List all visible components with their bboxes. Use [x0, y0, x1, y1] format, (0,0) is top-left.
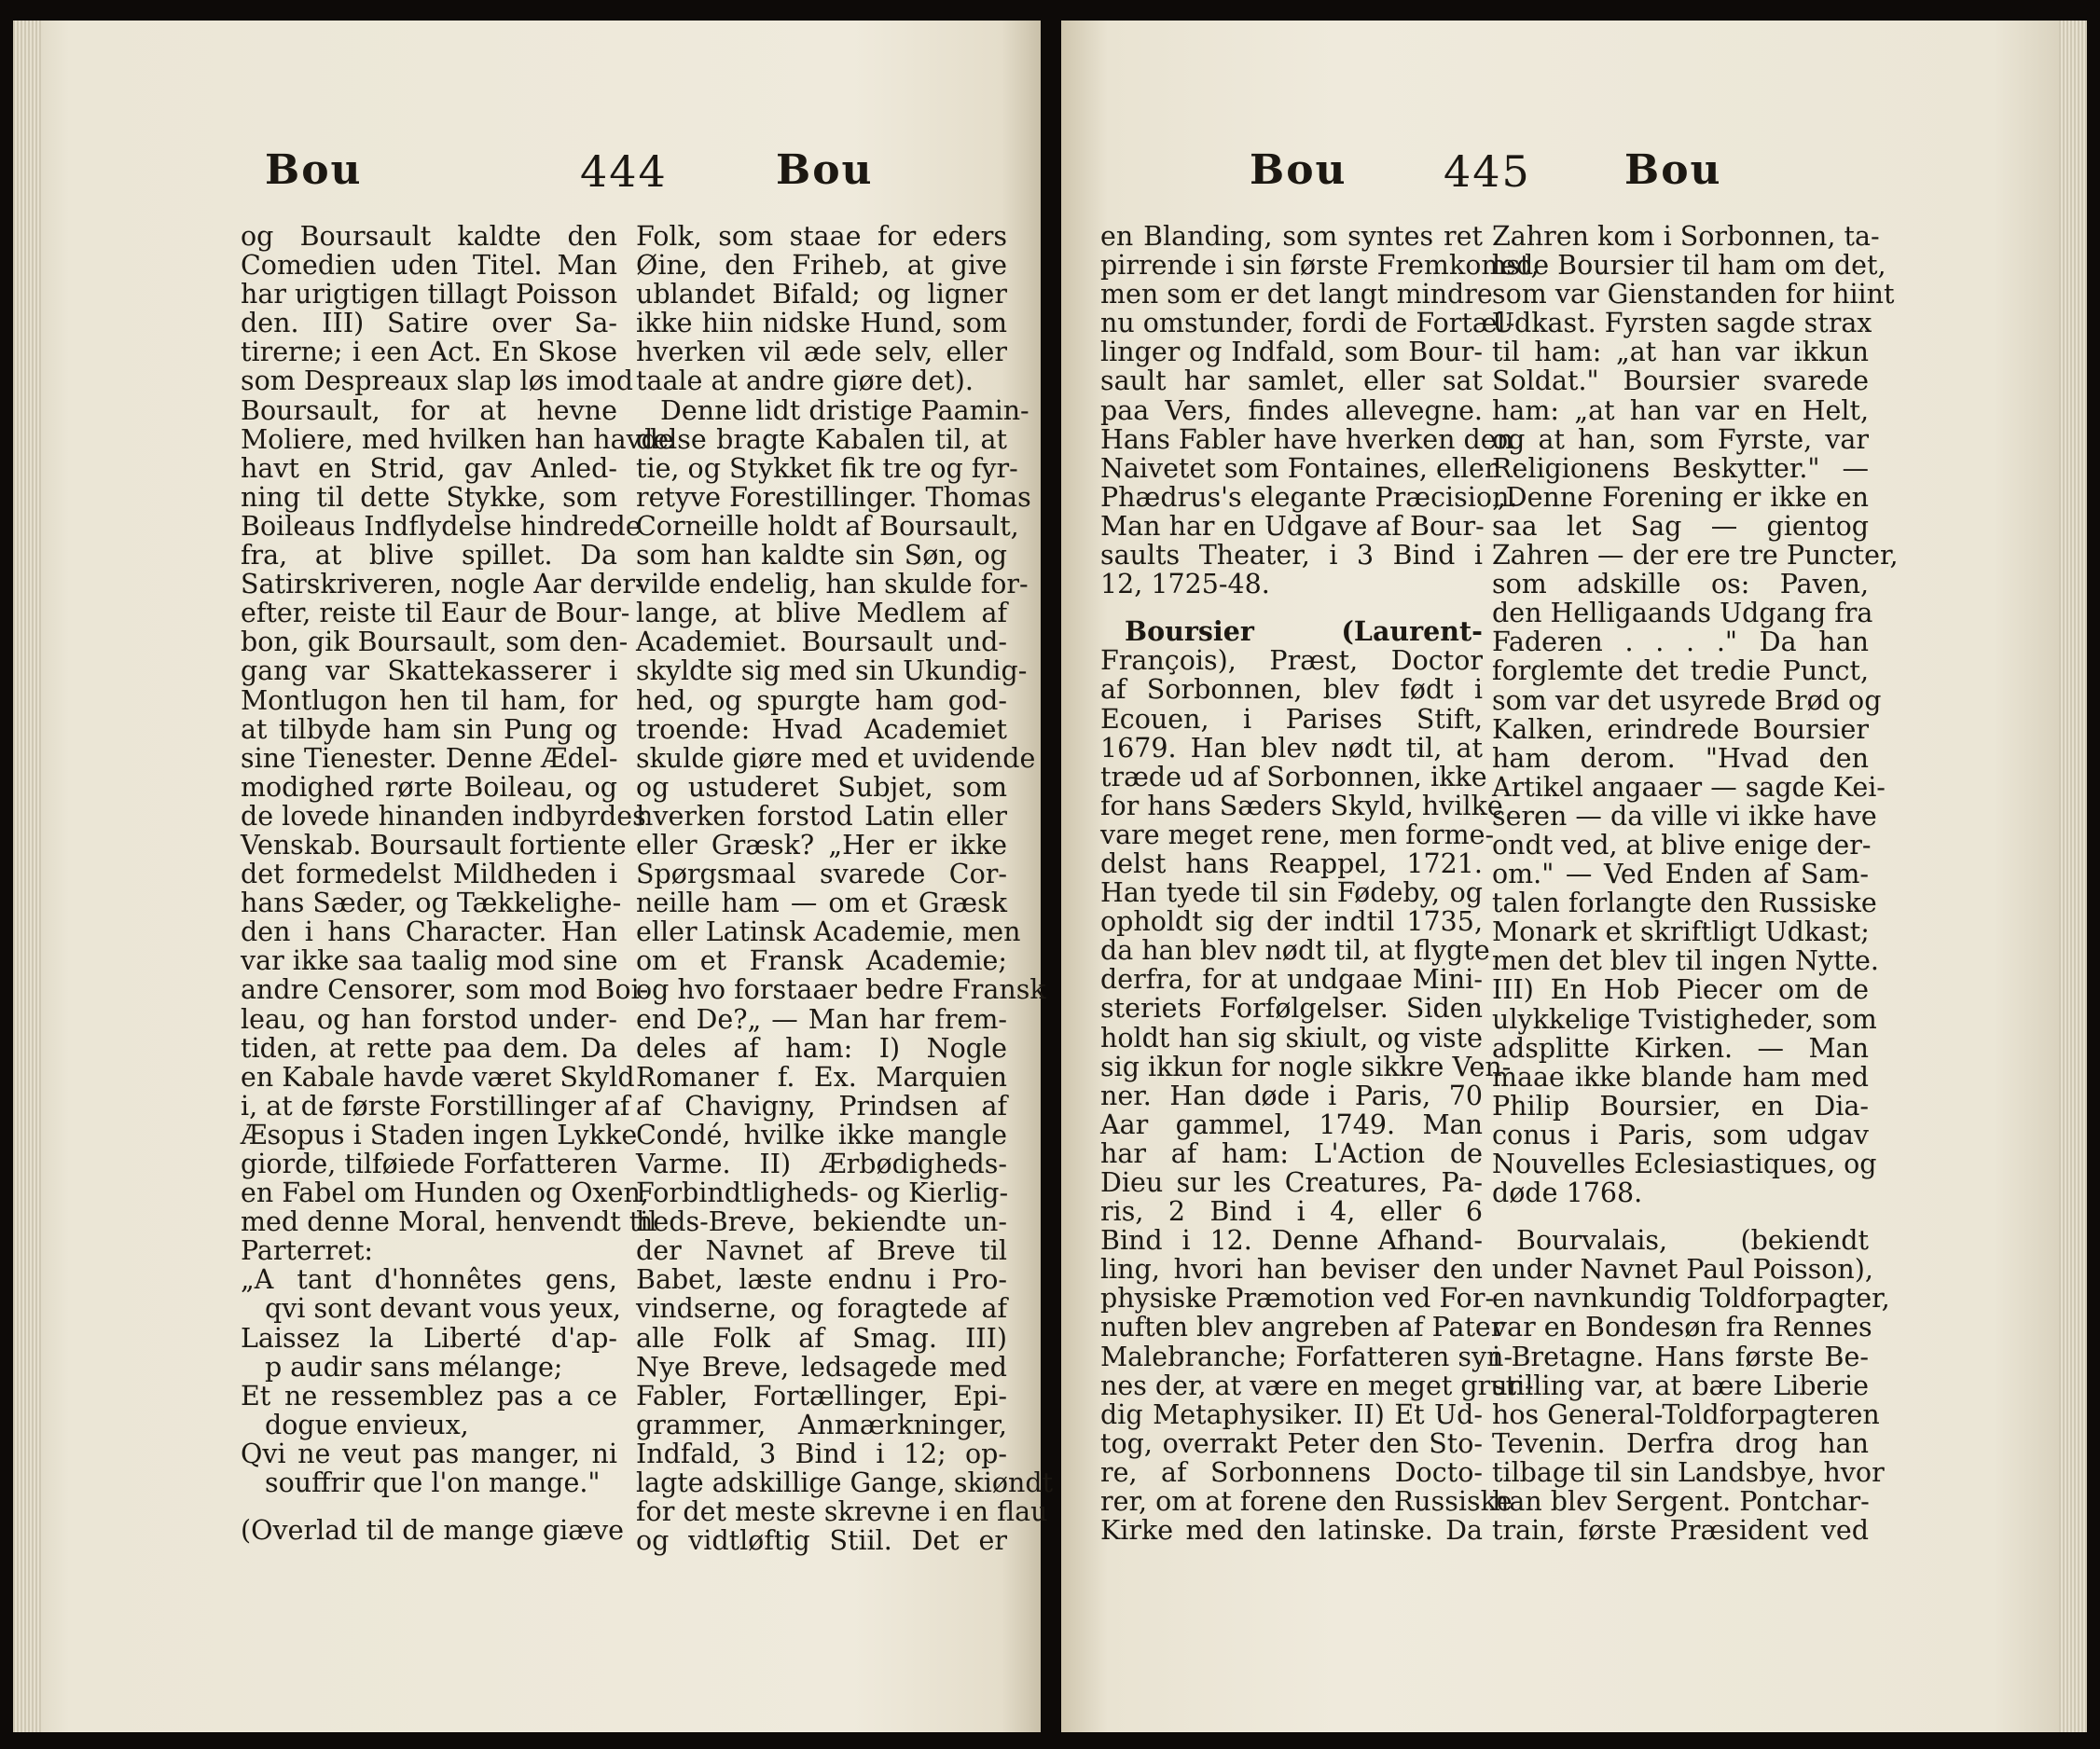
- text-line: og at han, som Fyrste, var: [1492, 423, 1869, 455]
- text-line: en Blanding, som syntes ret: [1100, 221, 1483, 252]
- text-line: Spørgsmaal svarede Cor-: [636, 859, 1007, 890]
- text-line: skulde giøre med et uvidende: [636, 742, 1036, 774]
- text-line: ling, hvori han beviser den: [1100, 1254, 1483, 1286]
- text-line: for det meste skrevne i en flau: [636, 1496, 1048, 1528]
- text-line: train, første Præsident ved: [1492, 1515, 1869, 1547]
- text-line: 1679. Han blev nødt til, at: [1100, 732, 1483, 764]
- text-line: vindserne, og foragtede af: [636, 1293, 1007, 1325]
- text-line: „Denne Forening er ikke en: [1492, 481, 1869, 513]
- text-line: om et Fransk Academie;: [636, 945, 1007, 977]
- text-line: François), Præst, Doctor: [1100, 645, 1483, 677]
- text-line: Udkast. Fyrsten sagde strax: [1492, 308, 1872, 339]
- left-column-2: [636, 221, 1054, 1557]
- text-line: tilbage til sin Landsbye, hvor: [1492, 1456, 1885, 1488]
- text-line: og vidtløftig Stiil. Det er: [636, 1525, 1007, 1557]
- text-line: giorde, tilføiede Forfatteren: [241, 1149, 618, 1179]
- left-header-right: Bou: [776, 146, 874, 194]
- left-column-1: [241, 221, 674, 1547]
- text-line: Naivetet som Fontaines, eller: [1100, 452, 1498, 484]
- text-line: deles af ham: I) Nogle: [636, 1032, 1007, 1064]
- text-line: træde ud af Sorbonnen, ikke: [1100, 761, 1487, 792]
- text-line: Man har en Udgave af Bour-: [1100, 510, 1485, 542]
- text-line: Øine, den Friheb, at give: [636, 250, 1007, 282]
- text-line: de lovede hinanden indbyrdes: [241, 800, 646, 832]
- text-line: Dieu sur les Creatures, Pa-: [1100, 1167, 1483, 1198]
- text-line: saults Theater, i 3 Bind i: [1100, 540, 1483, 572]
- text-line: talen forlangte den Russiske: [1492, 888, 1877, 919]
- left-page: [13, 21, 1054, 1732]
- text-line: steriets Forfølgelser. Siden: [1100, 993, 1483, 1025]
- text-line: Soldat." Boursier svarede: [1492, 365, 1869, 397]
- text-line: leau, og han forstod under-: [241, 1003, 617, 1035]
- text-line: som adskille os: Paven,: [1492, 569, 1869, 600]
- text-line: tie, og Stykket fik tre og fyr-: [636, 452, 1018, 484]
- text-line: lede Boursier til ham om det,: [1492, 250, 1886, 282]
- text-line: om." — Ved Enden af Sam-: [1492, 859, 1869, 890]
- text-line: ham derom. "Hvad den: [1492, 742, 1869, 774]
- text-line: Hans Fabler have hverken den: [1100, 423, 1513, 455]
- text-line: hans Sæder, og Tækkelighe-: [241, 888, 622, 919]
- text-line: ner. Han døde i Paris, 70: [1100, 1080, 1483, 1111]
- text-line: har urigtigen tillagt Poisson: [241, 279, 618, 310]
- verse-line: „A tant d'honnêtes gens,: [241, 1264, 617, 1296]
- text-line: af Sorbonnen, blev født i: [1100, 674, 1483, 706]
- text-line: at tilbyde ham sin Pung og: [241, 713, 617, 745]
- text-line: hos General-Toldforpagteren: [1492, 1398, 1880, 1430]
- text-line: Monark et skriftligt Udkast;: [1492, 916, 1870, 948]
- entry-heading-boursier: Boursier (Laurent-: [1125, 615, 1483, 648]
- text-line: da han blev nødt til, at flygte: [1100, 935, 1490, 967]
- text-line: ning til dette Stykke, som: [241, 481, 617, 513]
- text-line: eller Græsk? „Her er ikke: [636, 829, 1007, 861]
- text-line: Denne lidt dristige Paamin-: [660, 394, 1029, 426]
- text-line: den. III) Satire over Sa-: [241, 308, 617, 339]
- text-line: conus i Paris, som udgav: [1492, 1119, 1869, 1150]
- text-line: physiske Præmotion ved For-: [1100, 1283, 1495, 1315]
- text-line: men som er det langt mindre: [1100, 279, 1493, 310]
- verse-line: Et ne ressemblez pas a ce: [241, 1380, 617, 1412]
- text-line: den i hans Character. Han: [241, 916, 617, 948]
- text-line: troende: Hvad Academiet: [636, 713, 1007, 745]
- text-line: hverken vil æde selv, eller: [636, 337, 1007, 368]
- text-line: skyldte sig med sin Ukundig-: [636, 655, 1028, 687]
- text-line: andre Censorer, som mod Boi-: [241, 974, 649, 1006]
- text-line: det formedelst Mildheden i: [241, 859, 617, 890]
- text-line: pirrende i sin første Fremkomst,: [1100, 250, 1540, 282]
- text-line: derfra, for at undgaae Mini-: [1100, 964, 1483, 996]
- text-line: til ham: „at han var ikkun: [1492, 337, 1869, 368]
- text-line: Tevenin. Derfra drog han: [1492, 1427, 1869, 1459]
- text-line: som var Gienstanden for hiint: [1492, 279, 1895, 310]
- text-line: nuften blev angreben af Pater: [1100, 1312, 1504, 1343]
- text-line: Folk, som staae for eders: [636, 221, 1007, 252]
- text-line: Condé, hvilke ikke mangle: [636, 1119, 1007, 1150]
- text-line: linger og Indfald, som Bour-: [1100, 337, 1483, 368]
- text-line: Phædrus's elegante Præcision.: [1100, 481, 1518, 513]
- text-line: Varme. II) Ærbødigheds-: [636, 1149, 1007, 1179]
- text-line: Faderen . . . ." Da han: [1492, 627, 1869, 658]
- text-line: ulykkelige Tvistigheder, som: [1492, 1003, 1877, 1035]
- text-line: og hvo forstaaer bedre Fransk: [636, 974, 1046, 1006]
- text-line: og ustuderet Subjet, som: [636, 771, 1007, 803]
- right-header-right: Bou: [1624, 146, 1722, 194]
- text-line: vilde endelig, han skulde for-: [636, 569, 1029, 600]
- verse-line: p audir sans mélange;: [265, 1351, 563, 1383]
- text-line: eller Latinsk Academie, men: [636, 916, 1021, 948]
- verse-line: qvi sont devant vous yeux,: [265, 1293, 621, 1325]
- text-line: havt en Strid, gav Anled-: [241, 452, 617, 484]
- text-line: der Navnet af Breve til: [636, 1235, 1007, 1267]
- text-line: Comedien uden Titel. Man: [241, 250, 617, 282]
- text-line: efter, reiste til Eaur de Bour-: [241, 598, 630, 629]
- text-line: Han tyede til sin Fødeby, og: [1100, 877, 1483, 909]
- text-line: Æsopus i Staden ingen Lykke: [241, 1119, 638, 1150]
- text-line: han blev Sergent. Pontchar-: [1492, 1486, 1870, 1518]
- text-line: som Despreaux slap løs imod: [241, 365, 633, 397]
- text-line: hed, og spurgte ham god-: [636, 684, 1007, 716]
- verse-line: dogue envieux,: [265, 1409, 469, 1440]
- text-line: Parterret:: [241, 1235, 373, 1267]
- text-line: Bind i 12. Denne Afhand-: [1100, 1225, 1483, 1257]
- text-line: Corneille holdt af Boursault,: [636, 510, 1019, 542]
- text-line: stilling var, at bære Liberie: [1492, 1370, 1869, 1401]
- text-line: sine Tienester. Denne Ædel-: [241, 742, 618, 774]
- text-line: Malebranche; Forfatteren syn-: [1100, 1341, 1513, 1372]
- text-line: Kirke med den latinske. Da: [1100, 1515, 1483, 1547]
- text-line: ikke hiin nidske Hund, som: [636, 308, 1007, 339]
- entry-heading-bourvalais: Bourvalais, (bekiendt: [1516, 1225, 1869, 1257]
- text-line: adsplitte Kirken. — Man: [1492, 1032, 1869, 1064]
- text-line: Zahren kom i Sorbonnen, ta-: [1492, 221, 1880, 252]
- text-line: Aar gammel, 1749. Man: [1100, 1109, 1483, 1140]
- text-line: sault har samlet, eller sat: [1100, 365, 1483, 397]
- text-line: og Boursault kaldte den: [241, 221, 617, 252]
- text-line: har af ham: L'Action de: [1100, 1137, 1483, 1169]
- text-line: Nouvelles Eclesiastiques, og: [1492, 1149, 1877, 1179]
- text-line: tirerne; i een Act. En Skose: [241, 337, 617, 368]
- text-line: Venskab. Boursault fortiente: [241, 829, 627, 861]
- text-line: III) En Hob Piecer om de: [1492, 974, 1869, 1006]
- text-line: saa let Sag — gientog: [1492, 510, 1869, 542]
- text-line: Moliere, med hvilken han havde: [241, 423, 674, 455]
- text-line: en navnkundig Toldforpagter,: [1492, 1283, 1890, 1315]
- right-column-2: [1492, 221, 1899, 1547]
- text-line: lange, at blive Medlem af: [636, 598, 1007, 629]
- right-column-1: [1100, 221, 1540, 1547]
- text-line: som han kaldte sin Søn, og: [636, 540, 1007, 572]
- right-header-left: Bou: [1250, 146, 1347, 194]
- page-edge-right: [2059, 21, 2087, 1732]
- text-line: Academiet. Boursault und-: [636, 627, 1007, 658]
- text-line: Boursault, for at hevne: [241, 394, 617, 426]
- text-line: Montlugon hen til ham, for: [241, 684, 617, 716]
- text-line: alle Folk af Smag. III): [636, 1322, 1007, 1354]
- text-line: af Chavigny, Prindsen af: [636, 1090, 1007, 1122]
- text-line: Ecouen, i Parises Stift,: [1100, 703, 1483, 735]
- text-line: Religionens Beskytter." —: [1492, 452, 1869, 484]
- text-line: døde 1768.: [1492, 1177, 1643, 1209]
- text-line: dig Metaphysiker. II) Et Ud-: [1100, 1398, 1483, 1430]
- text-line: Romaner f. Ex. Marquien: [636, 1061, 1007, 1093]
- text-line: Zahren — der ere tre Puncter,: [1492, 540, 1899, 572]
- text-line: nu omstunder, fordi de Fortæl-: [1100, 308, 1515, 339]
- text-line: ham: „at han var en Helt,: [1492, 394, 1869, 426]
- text-line: i, at de første Forstillinger af: [241, 1090, 630, 1122]
- text-line: tog, overrakt Peter den Sto-: [1100, 1427, 1483, 1459]
- text-line: under Navnet Paul Poisson),: [1492, 1254, 1873, 1286]
- text-line: Babet, læste endnu i Pro-: [636, 1264, 1007, 1296]
- right-page-number: 445: [1444, 146, 1531, 197]
- text-line: Artikel angaaer — sagde Kei-: [1492, 771, 1886, 803]
- text-line: men det blev til ingen Nytte.: [1492, 945, 1879, 977]
- text-line: grammer, Anmærkninger,: [636, 1409, 1007, 1440]
- text-line: seren — da ville vi ikke have: [1492, 800, 1877, 832]
- text-line: ublandet Bifald; og ligner: [636, 279, 1007, 310]
- text-line: for hans Sæders Skyld, hvilke: [1100, 790, 1503, 821]
- left-page-number: 444: [580, 146, 668, 197]
- text-line: end De?„ — Man har frem-: [636, 1003, 1007, 1035]
- text-line: med denne Moral, henvendt til: [241, 1206, 657, 1238]
- text-line: Forbindtligheds- og Kierlig-: [636, 1177, 1009, 1209]
- text-line: holdt han sig skiult, og viste: [1100, 1022, 1483, 1054]
- text-line: ris, 2 Bind i 4, eller 6: [1100, 1196, 1483, 1228]
- text-line: 12, 1725-48.: [1100, 569, 1270, 600]
- text-line: som var det usyrede Brød og: [1492, 684, 1882, 716]
- text-line: lagte adskillige Gange, skiøndt: [636, 1467, 1054, 1499]
- text-line: fra, at blive spillet. Da: [241, 540, 617, 572]
- verse-line: Qvi ne veut pas manger, ni: [241, 1438, 617, 1469]
- text-line: Satirskriveren, nogle Aar der-: [241, 569, 644, 600]
- text-line: opholdt sig der indtil 1735,: [1100, 906, 1483, 938]
- verse-line: Laissez la Liberté d'ap-: [241, 1322, 617, 1354]
- text-line: en Kabale havde været Skyld: [241, 1061, 635, 1093]
- text-line: hverken forstod Latin eller: [636, 800, 1007, 832]
- text-line: neille ham — om et Græsk: [636, 888, 1007, 919]
- text-line: delst hans Reappel, 1721.: [1100, 847, 1483, 879]
- text-line: Kalken, erindrede Boursier: [1492, 713, 1869, 745]
- text-line: sig ikkun for nogle sikkre Ven-: [1100, 1051, 1512, 1082]
- text-line: var ikke saa taalig mod sine: [241, 945, 618, 977]
- text-line: bon, gik Boursault, som den-: [241, 627, 629, 658]
- page-edge-left: [13, 21, 41, 1732]
- text-line: Indfald, 3 Bind i 12; op-: [636, 1438, 1007, 1469]
- right-page: [1061, 21, 2087, 1732]
- text-line: retyve Forestillinger. Thomas: [636, 481, 1031, 513]
- text-line: i Bretagne. Hans første Be-: [1492, 1341, 1869, 1372]
- text-line: paa Vers, findes allevegne.: [1100, 394, 1483, 426]
- text-line: re, af Sorbonnens Docto-: [1100, 1456, 1483, 1488]
- verse-line: souffrir que l'on mange.": [265, 1467, 601, 1499]
- text-line: gang var Skattekasserer i: [241, 655, 617, 687]
- text-line: tiden, at rette paa dem. Da: [241, 1032, 617, 1064]
- text-line: heds-Breve, bekiendte un-: [636, 1206, 1007, 1238]
- left-header-left: Bou: [265, 146, 363, 194]
- text-line: var en Bondesøn fra Rennes: [1492, 1312, 1872, 1343]
- text-line: Philip Boursier, en Dia-: [1492, 1090, 1869, 1122]
- text-line: taale at andre giøre det).: [636, 365, 974, 397]
- text-line: Fabler, Fortællinger, Epi-: [636, 1380, 1007, 1412]
- text-line: delse bragte Kabalen til, at: [636, 423, 1007, 455]
- text-line: en Fabel om Hunden og Oxen,: [241, 1177, 649, 1209]
- text-line: (Overlad til de mange giæve: [241, 1515, 625, 1547]
- text-line: forglemte det tredie Punct,: [1492, 655, 1869, 687]
- text-line: den Helligaands Udgang fra: [1492, 598, 1873, 629]
- text-line: ondt ved, at blive enige der-: [1492, 829, 1872, 861]
- text-line: Nye Breve, ledsagede med: [636, 1351, 1007, 1383]
- text-line: vare meget rene, men forme-: [1100, 819, 1495, 850]
- text-line: modighed rørte Boileau, og: [241, 771, 617, 803]
- text-line: rer, om at forene den Russiske: [1100, 1486, 1513, 1518]
- text-line: nes der, at være en meget grun-: [1100, 1370, 1534, 1401]
- text-line: Boileaus Indflydelse hindrede: [241, 510, 642, 542]
- text-line: maae ikke blande ham med: [1492, 1061, 1869, 1093]
